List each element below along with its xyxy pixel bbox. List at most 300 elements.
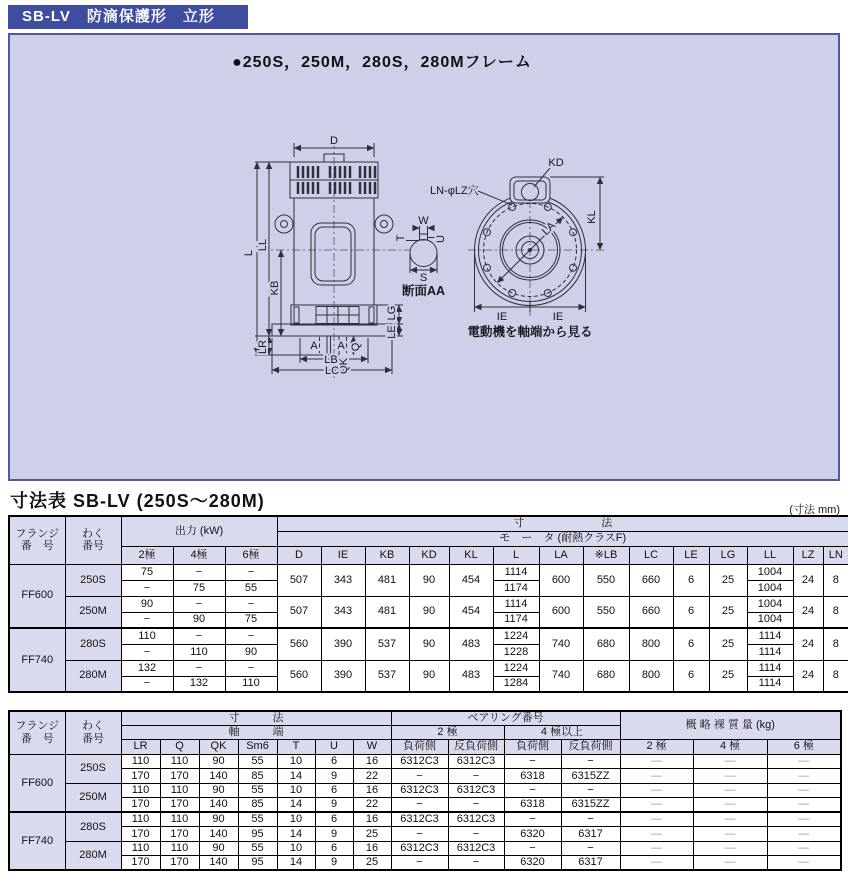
frame-cell: 250M (65, 596, 121, 628)
cell: 16 (353, 841, 391, 856)
cell: 6318 (504, 798, 561, 813)
col-header-KD: KD (409, 546, 449, 564)
cell: − (504, 841, 561, 856)
cell: — (693, 856, 767, 871)
col-header-flange: フランジ 番 号 (9, 516, 65, 564)
cell: — (693, 754, 767, 769)
cell: — (693, 769, 767, 784)
dim-label-kl: KL (586, 210, 598, 224)
dim-label-ie-right: IE (552, 311, 564, 323)
col-header-dimensions: 寸 法 (121, 711, 391, 725)
cell: 680 (583, 660, 629, 692)
cell: − (448, 798, 504, 813)
cell: 1174 (493, 580, 539, 596)
dim-label-ll: LL (257, 238, 269, 252)
flange-cell: FF600 (9, 754, 65, 812)
cell: 25 (709, 660, 747, 692)
cell: 95 (238, 827, 277, 842)
col-header-D: D (277, 546, 321, 564)
cell: 390 (321, 628, 365, 660)
cell: 6320 (504, 856, 561, 871)
cell: — (620, 812, 693, 827)
col-header-shaft-end: 軸 端 (121, 725, 391, 739)
cell: − (121, 580, 173, 596)
col-header-QK: QK (199, 739, 238, 754)
col-header-KL: KL (449, 546, 493, 564)
table-row (9, 827, 841, 842)
cell: 10 (277, 754, 315, 769)
cell: 25 (353, 856, 391, 871)
cell: 90 (409, 596, 449, 628)
cell: 6 (673, 596, 709, 628)
cell: 6 (673, 564, 709, 596)
cell: 170 (160, 769, 199, 784)
col-header-LL: LL (747, 546, 793, 564)
cell: 483 (449, 628, 493, 660)
col-header-T: T (277, 739, 315, 754)
table-row (9, 754, 841, 769)
cell: − (448, 769, 504, 784)
cell: 1004 (747, 580, 793, 596)
cell: 660 (629, 596, 673, 628)
cell: 6 (315, 783, 353, 798)
cell: − (225, 564, 277, 580)
table-row (9, 660, 848, 676)
frame-cell: 280M (65, 841, 121, 870)
cell: — (620, 841, 693, 856)
cell: — (693, 812, 767, 827)
table-row (9, 856, 841, 871)
col-header-Sm6: Sm6 (238, 739, 277, 754)
cell: 55 (238, 841, 277, 856)
cell: − (225, 660, 277, 676)
cell: 560 (277, 628, 321, 660)
cell: 6315ZZ (561, 769, 620, 784)
col-header-antiload-side: 反負荷側 (448, 739, 504, 754)
cell: 95 (238, 856, 277, 871)
cell: — (767, 812, 841, 827)
table-header-row (9, 739, 841, 754)
cell: — (693, 841, 767, 856)
cell: 110 (160, 783, 199, 798)
cell: 170 (121, 769, 160, 784)
flange-cell: FF600 (9, 564, 65, 628)
cell: − (173, 596, 225, 612)
cell: — (693, 827, 767, 842)
cell: 90 (409, 660, 449, 692)
cell: 85 (238, 798, 277, 813)
col-header-LC: LC (629, 546, 673, 564)
cell: 6312C3 (391, 841, 448, 856)
cell: 9 (315, 769, 353, 784)
cell: — (767, 754, 841, 769)
col-header-IE: IE (321, 546, 365, 564)
cell: − (448, 827, 504, 842)
unit-note: (寸法 mm) (789, 504, 840, 516)
cell: 481 (365, 596, 409, 628)
col-header-2pole: 2極 (121, 546, 173, 564)
cell: 24 (793, 596, 823, 628)
cell: 75 (121, 564, 173, 580)
cell: 55 (238, 812, 277, 827)
col-header-mass-4pole: 4 極 (693, 739, 767, 754)
page-title: SB-LV 防滴保護形 立形 (22, 8, 215, 25)
cell: 6 (315, 754, 353, 769)
col-header-bearing: ベアリング番号 (391, 711, 620, 725)
table-row (9, 628, 848, 644)
col-header-LN: LN (823, 546, 848, 564)
cell: 170 (121, 856, 160, 871)
col-header-flange: フランジ 番 号 (9, 711, 65, 754)
cell: 6 (315, 812, 353, 827)
dim-label-q: Q (350, 342, 362, 352)
shaft-section-view (406, 226, 442, 273)
cell: 170 (121, 798, 160, 813)
dim-label-ie-left: IE (496, 311, 508, 323)
dim-label-lc: LC (324, 365, 340, 377)
cell: 343 (321, 564, 365, 596)
dim-label-d: D (330, 135, 338, 147)
cell: — (767, 798, 841, 813)
col-header-mass-2pole: 2 極 (620, 739, 693, 754)
cell: 6312C3 (448, 783, 504, 798)
flange-cell: FF740 (9, 628, 65, 692)
cell: 132 (173, 676, 225, 692)
cell: 25 (353, 827, 391, 842)
cell: — (620, 827, 693, 842)
dim-label-lr: LR (257, 339, 269, 355)
frame-cell: 280S (65, 628, 121, 660)
cell: 1114 (747, 676, 793, 692)
cell: − (391, 769, 448, 784)
cell: 454 (449, 596, 493, 628)
cell: − (391, 798, 448, 813)
cell: 1228 (493, 644, 539, 660)
cell: 110 (160, 841, 199, 856)
cell: 537 (365, 660, 409, 692)
cell: 6 (673, 660, 709, 692)
cell: 1004 (747, 564, 793, 580)
cell: − (448, 856, 504, 871)
cell: 1114 (493, 564, 539, 580)
cell: 22 (353, 798, 391, 813)
cell: 507 (277, 564, 321, 596)
bolt-holes-note: LN-φLZ穴 (430, 185, 479, 197)
cell: 14 (277, 827, 315, 842)
section-label-a-right: A (337, 340, 345, 352)
cell: − (121, 644, 173, 660)
col-header-U: U (315, 739, 353, 754)
cell: 24 (793, 628, 823, 660)
front-view (475, 168, 605, 312)
cell: 110 (121, 841, 160, 856)
cell: 6317 (561, 856, 620, 871)
cell: 800 (629, 660, 673, 692)
cell: 6 (673, 628, 709, 660)
cell: 16 (353, 812, 391, 827)
cell: 1114 (747, 660, 793, 676)
frame-cell: 250M (65, 783, 121, 812)
col-header-LA: LA (539, 546, 583, 564)
cell: 24 (793, 660, 823, 692)
cell: 454 (449, 564, 493, 596)
cell: 90 (225, 644, 277, 660)
cell: 22 (353, 769, 391, 784)
cell: 1284 (493, 676, 539, 692)
cell: 25 (709, 564, 747, 596)
cell: 481 (365, 564, 409, 596)
cell: — (620, 783, 693, 798)
cell: 90 (409, 564, 449, 596)
cell: − (173, 564, 225, 580)
cell: 170 (160, 827, 199, 842)
cell: 140 (199, 827, 238, 842)
cell: − (561, 754, 620, 769)
cell: − (561, 783, 620, 798)
cell: — (767, 841, 841, 856)
table-row (9, 769, 841, 784)
cell: 9 (315, 827, 353, 842)
cell: 110 (225, 676, 277, 692)
dimension-table (8, 515, 848, 693)
cell: 680 (583, 628, 629, 660)
cell: 6312C3 (448, 841, 504, 856)
dim-label-l: L (243, 249, 255, 257)
cell: 55 (238, 783, 277, 798)
col-header-Q: Q (160, 739, 199, 754)
dim-label-le: LE (386, 325, 398, 339)
frame-note: ●250S，250M，280S，280Mフレーム (232, 54, 532, 71)
table-row (9, 596, 848, 612)
cell: − (391, 856, 448, 871)
cell: — (620, 754, 693, 769)
cell: 110 (160, 754, 199, 769)
cell: 6320 (504, 827, 561, 842)
dimension-table-title: 寸法表 SB-LV (250S〜280M) (10, 491, 265, 511)
cell: — (767, 827, 841, 842)
cell: 140 (199, 856, 238, 871)
cell: 25 (709, 628, 747, 660)
cell: 14 (277, 798, 315, 813)
cell: 6317 (561, 827, 620, 842)
cell: 75 (173, 580, 225, 596)
cell: — (767, 856, 841, 871)
section-caption: 断面AA (401, 284, 446, 298)
cell: 550 (583, 564, 629, 596)
col-header-frame: わく 番号 (65, 516, 121, 564)
cell: 1114 (493, 596, 539, 612)
col-header-LR: LR (121, 739, 160, 754)
cell: 1114 (747, 644, 793, 660)
cell: 10 (277, 841, 315, 856)
cell: 9 (315, 798, 353, 813)
cell: − (504, 812, 561, 827)
cell: 90 (199, 841, 238, 856)
cell: 483 (449, 660, 493, 692)
col-header-mass: 概 略 裸 質 量 (kg) (620, 711, 841, 739)
cell: — (767, 783, 841, 798)
cell: 8 (823, 564, 848, 596)
cell: 1004 (747, 612, 793, 628)
cell: 16 (353, 754, 391, 769)
col-header-KB: KB (365, 546, 409, 564)
motor-outline-drawing (10, 35, 842, 483)
cell: 6318 (504, 769, 561, 784)
table-header-row (9, 516, 848, 531)
col-header-load-side: 負荷側 (391, 739, 448, 754)
shaft-end-table (8, 710, 842, 871)
cell: 170 (121, 827, 160, 842)
cell: 8 (823, 628, 848, 660)
frame-cell: 250S (65, 564, 121, 596)
cell: 600 (539, 564, 583, 596)
cell: 800 (629, 628, 673, 660)
cell: 550 (583, 596, 629, 628)
frame-cell: 280M (65, 660, 121, 692)
cell: − (173, 628, 225, 644)
cell: 6312C3 (448, 812, 504, 827)
col-header-6pole: 6極 (225, 546, 277, 564)
col-header-LZ: LZ (793, 546, 823, 564)
flange-cell: FF740 (9, 812, 65, 870)
cell: 110 (173, 644, 225, 660)
cell: 170 (160, 856, 199, 871)
cell: 560 (277, 660, 321, 692)
section-label-a-left: A (310, 340, 318, 352)
cell: 85 (238, 769, 277, 784)
cell: 660 (629, 564, 673, 596)
cell: 10 (277, 783, 315, 798)
cell: − (504, 783, 561, 798)
cell: 6315ZZ (561, 798, 620, 813)
dim-label-t: T (395, 234, 407, 242)
col-header-output: 出力 (kW) (121, 516, 277, 546)
col-header-dimensions: 寸 法 (277, 516, 848, 531)
col-header-frame: わく 番号 (65, 711, 121, 754)
cell: 24 (793, 564, 823, 596)
cell: 8 (823, 660, 848, 692)
dim-label-kb: KB (269, 280, 281, 296)
cell: 1224 (493, 628, 539, 644)
col-header-antiload-side: 反負荷側 (561, 739, 620, 754)
cell: − (225, 628, 277, 644)
cell: 90 (409, 628, 449, 660)
col-header-LE: LE (673, 546, 709, 564)
cell: 1004 (747, 596, 793, 612)
frame-cell: 280S (65, 812, 121, 841)
cell: − (225, 596, 277, 612)
cell: — (620, 856, 693, 871)
cell: 6312C3 (391, 754, 448, 769)
col-header-W: W (353, 739, 391, 754)
cell: 90 (173, 612, 225, 628)
cell: 25 (709, 596, 747, 628)
cell: − (561, 841, 620, 856)
cell: 110 (160, 812, 199, 827)
dim-label-u: U (435, 235, 447, 243)
table-row (9, 841, 841, 856)
col-header-load-side: 負荷側 (504, 739, 561, 754)
col-header-bearing-2pole: 2 極 (391, 725, 504, 739)
cell: 14 (277, 856, 315, 871)
cell: 14 (277, 769, 315, 784)
table-row (9, 783, 841, 798)
cell: 343 (321, 596, 365, 628)
cell: — (693, 783, 767, 798)
cell: 75 (225, 612, 277, 628)
cell: 6312C3 (391, 812, 448, 827)
cell: 740 (539, 660, 583, 692)
cell: 90 (199, 754, 238, 769)
cell: 55 (225, 580, 277, 596)
page-title-bar (8, 5, 248, 29)
cell: 110 (121, 783, 160, 798)
cell: 537 (365, 628, 409, 660)
table-header-row (9, 711, 841, 725)
cell: 90 (199, 812, 238, 827)
cell: 110 (121, 628, 173, 644)
col-header-bearing-4pole: 4 極以上 (504, 725, 620, 739)
cell: 140 (199, 769, 238, 784)
dim-label-la: LA (539, 219, 558, 238)
cell: 6312C3 (391, 783, 448, 798)
frame-cell: 250S (65, 754, 121, 783)
cell: 6 (315, 841, 353, 856)
front-view-caption: 電動機を軸端から見る (467, 325, 593, 339)
dim-label-lb: LB (324, 354, 338, 366)
cell: 140 (199, 798, 238, 813)
cell: — (620, 769, 693, 784)
cell: 10 (277, 812, 315, 827)
cell: 90 (121, 596, 173, 612)
cell: 132 (121, 660, 173, 676)
cell: 55 (238, 754, 277, 769)
col-header-LB: ※LB (583, 546, 629, 564)
cell: − (121, 676, 173, 692)
dim-label-w: W (418, 215, 429, 227)
table-row (9, 798, 841, 813)
cell: 170 (160, 798, 199, 813)
cell: 1174 (493, 612, 539, 628)
cell: − (121, 612, 173, 628)
cell: − (391, 827, 448, 842)
cell: 1114 (747, 628, 793, 644)
drawing-panel (8, 33, 840, 481)
cell: 90 (199, 783, 238, 798)
table-header-row (9, 546, 848, 564)
cell: 507 (277, 596, 321, 628)
table-row (9, 564, 848, 580)
cell: — (620, 798, 693, 813)
cell: 8 (823, 596, 848, 628)
dim-label-s: S (419, 272, 428, 284)
cell: 16 (353, 783, 391, 798)
col-header-LG: LG (709, 546, 747, 564)
cell: 600 (539, 596, 583, 628)
cell: 110 (121, 754, 160, 769)
cell: 6312C3 (448, 754, 504, 769)
cell: — (767, 769, 841, 784)
col-header-4pole: 4極 (173, 546, 225, 564)
cell: 110 (121, 812, 160, 827)
cell: 390 (321, 660, 365, 692)
cell: 9 (315, 856, 353, 871)
dim-label-lg: LG (386, 305, 398, 321)
cell: 740 (539, 628, 583, 660)
dim-label-qk: QK (338, 358, 350, 374)
col-header-L: L (493, 546, 539, 564)
cell: — (693, 798, 767, 813)
